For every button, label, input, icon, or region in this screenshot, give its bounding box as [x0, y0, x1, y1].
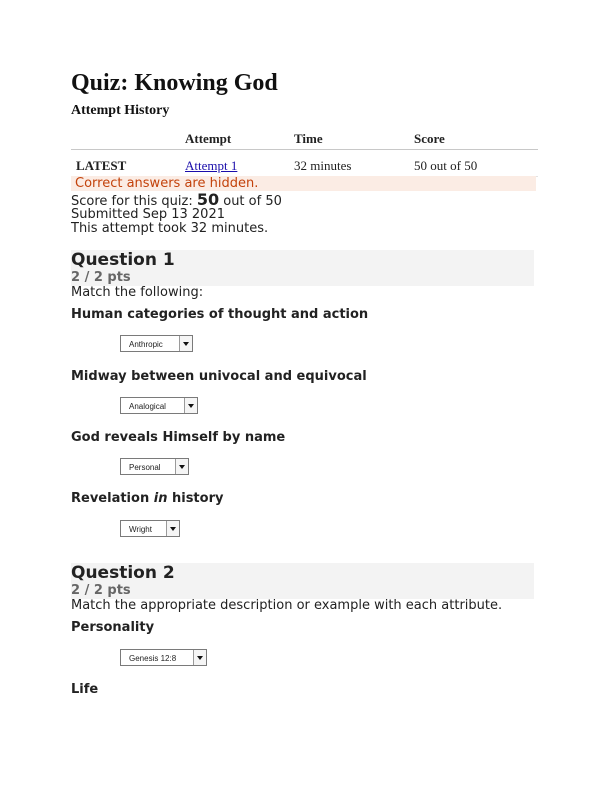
table-header-time: Time	[294, 131, 323, 146]
answer-select-value: Genesis 12:8	[129, 654, 177, 663]
answer-select[interactable]	[120, 335, 193, 352]
answer-select[interactable]	[120, 397, 198, 414]
question-prompt: Match the appropriate description or example with each attribute.	[71, 598, 503, 613]
attempt-time: 32 minutes	[294, 158, 352, 173]
question-1-header	[71, 250, 534, 286]
attempt-link[interactable]: Attempt 1	[185, 158, 238, 173]
latest-label: LATEST	[76, 158, 127, 173]
match-item-label	[71, 491, 223, 506]
page-title: Quiz: Knowing God	[71, 70, 278, 96]
question-points: 2 / 2 pts	[71, 583, 131, 598]
label-emphasis: in	[153, 491, 168, 506]
answer-select-value: Wright	[129, 525, 152, 534]
label-part: Revelation	[71, 491, 154, 506]
answer-select[interactable]	[120, 649, 207, 666]
match-item-label: Personality	[71, 620, 155, 635]
table-header-score: Score	[414, 131, 445, 146]
chevron-down-icon	[175, 459, 188, 474]
match-item-label: Midway between univocal and equivocal	[71, 369, 367, 384]
answers-hidden-banner: Correct answers are hidden.	[71, 176, 536, 191]
match-item-label: Human categories of thought and action	[71, 307, 369, 322]
table-header-row	[71, 123, 538, 150]
answer-select-value: Anthropic	[129, 340, 163, 349]
answer-select-value: Personal	[129, 463, 161, 472]
answer-select[interactable]	[120, 458, 189, 475]
chevron-down-icon	[179, 336, 192, 351]
table-row	[71, 150, 538, 177]
attempt-history-heading: Attempt History	[71, 103, 170, 118]
chevron-down-icon	[184, 398, 197, 413]
table-header-attempt: Attempt	[185, 131, 232, 146]
question-prompt: Match the following:	[71, 285, 204, 300]
question-points: 2 / 2 pts	[71, 270, 131, 285]
match-item-label: Life	[71, 682, 99, 697]
attempt-score: 50 out of 50	[414, 158, 478, 173]
answer-select-value: Analogical	[129, 402, 166, 411]
question-2-header	[71, 563, 534, 599]
score-value: 50	[196, 190, 220, 209]
match-item-label: God reveals Himself by name	[71, 430, 286, 445]
submitted-date: Submitted Sep 13 2021	[71, 207, 225, 222]
attempt-duration: This attempt took 32 minutes.	[71, 221, 269, 236]
question-title: Question 2	[71, 563, 175, 583]
score-suffix: out of 50	[219, 194, 282, 209]
question-title: Question 1	[71, 250, 175, 270]
score-prefix: Score for this quiz:	[71, 194, 197, 209]
attempt-history-table	[71, 123, 538, 177]
answer-select[interactable]	[120, 520, 180, 537]
chevron-down-icon	[193, 650, 206, 665]
chevron-down-icon	[166, 521, 179, 536]
label-part: history	[167, 491, 224, 506]
